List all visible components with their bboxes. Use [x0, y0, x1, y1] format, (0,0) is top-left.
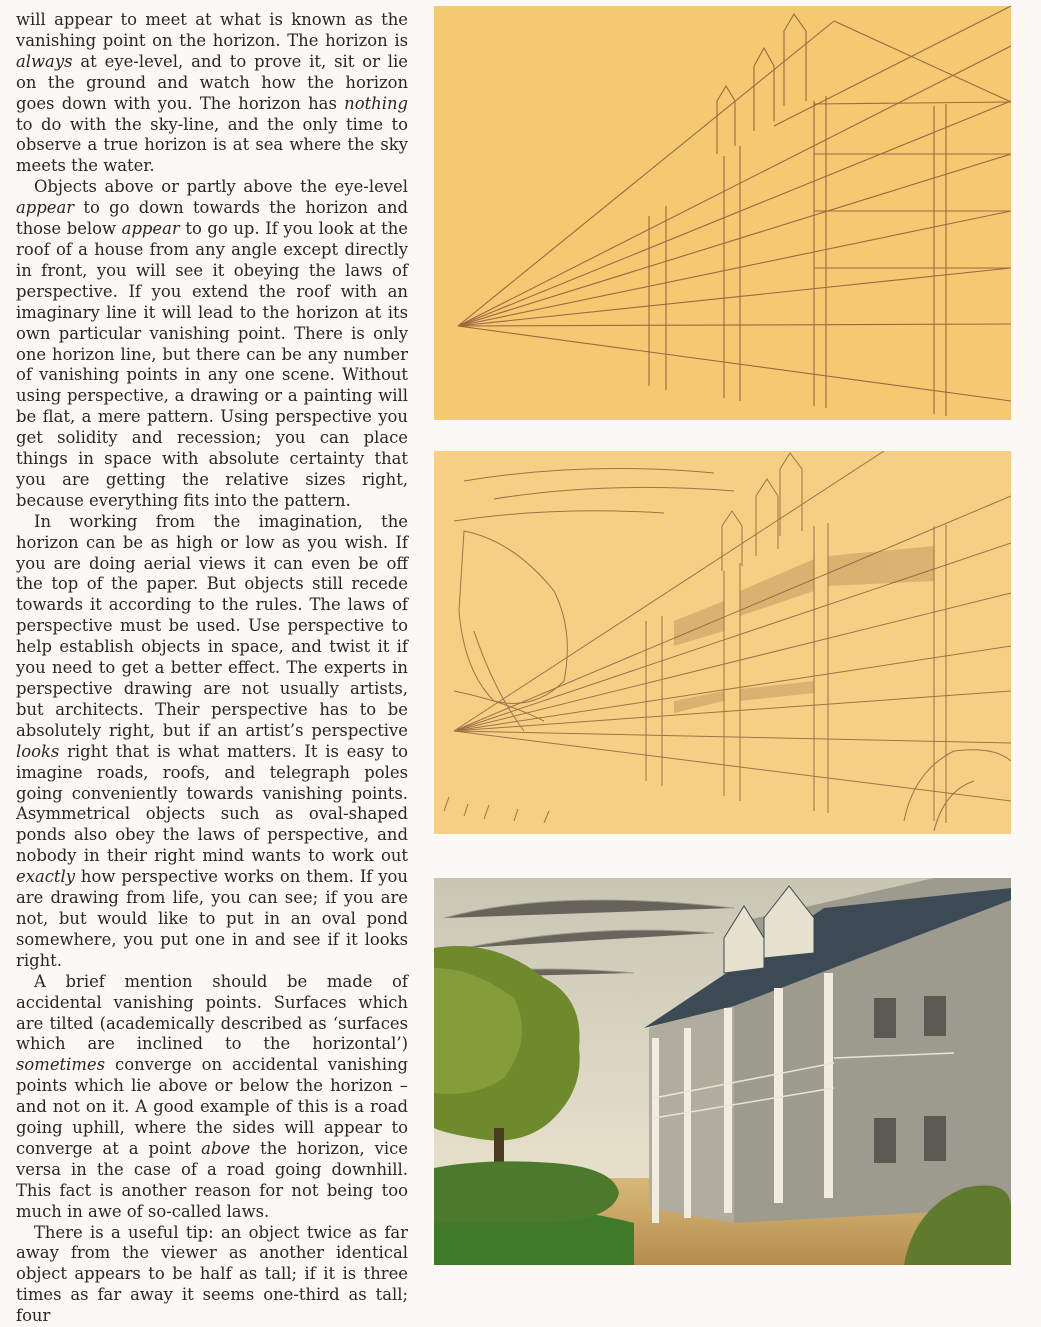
emphasis-text: sometimes [16, 1055, 106, 1075]
figure-colour-painting [434, 878, 1011, 1265]
sketch-drawing [434, 451, 1011, 834]
body-paragraph [16, 1223, 408, 1327]
emphasis-text: looks [16, 741, 60, 761]
body-paragraph [16, 177, 408, 512]
paragraph-text: to go up. If you look at the roof of a house from any angle except directly in front, you will see it obeying the laws of perspective. If you extend the roof with an imaginary line it will lead to the horizon at its own particular vanishing point. There is only one horizon line, but there can be any number of vanishing points in any one scene. Without using perspective, a drawing or a painting will be flat, a mere pattern. Using perspective you get solidity and recession; you can place things in space with absolute certainty that you are getting the relative sizes right, because everything fits into the pattern. [16, 219, 409, 510]
construction-drawing [434, 6, 1011, 420]
paragraph-text: at eye-level, and to prove it, sit or lie on the ground and watch how the horizon goes down with you. The horizon has [16, 51, 408, 113]
paragraph-text: will appear to meet at what is known as the vanishing point on the horizon. The horizon is [16, 10, 408, 50]
paragraph-text: right that is what matters. It is easy to imagine roads, roofs, and telegraph poles going conveniently towards vanishing points. Asymmetrical objects such as oval-shaped ponds also obey the laws of perspective, and nobody in their right mind wants to work out [16, 741, 408, 866]
paragraph-text: how perspective works on them. If you are drawing from life, you can see; if you are not, but would like to put in an oval pond somewhere, you put one in and see if it looks right. [16, 867, 408, 970]
emphasis-text: appear [121, 219, 180, 239]
figure-pencil-sketch [434, 451, 1011, 834]
body-paragraph [16, 512, 408, 972]
paragraph-text: A brief mention should be made of accidental vanishing points. Surfaces which are tilted (academically described as ‘surfaces which are inclined to the horizontal’) [16, 971, 408, 1054]
paragraph-text: to do with the sky-line, and the only time to observe a true horizon is at sea where the sky meets the water. [16, 114, 408, 176]
article-text-column [16, 10, 408, 1327]
emphasis-text: appear [16, 198, 75, 218]
paragraph-text: There is a useful tip: an object twice as far away from the viewer as another identical object appears to be half as tall; if it is three times as far away it seems one-third as tall; four [16, 1222, 408, 1326]
painting [434, 878, 1011, 1265]
paragraph-text: In working from the imagination, the horizon can be as high or low as you wish. If you are doing aerial views it can even be off the top of the paper. But objects still recede towards it according to the rules. The laws of perspective must be used. Use perspective to help establish objects in space, and twist it if you need to get a better effect. The experts in perspective drawing are not usually artists, but architects. Their perspective has to be absolutely right, but if an artist’s perspective [16, 511, 408, 740]
paragraph-text: to go down towards the horizon and those below [16, 198, 408, 239]
body-paragraph [16, 10, 408, 177]
body-paragraph [16, 972, 408, 1223]
emphasis-text: always [16, 51, 73, 71]
emphasis-text: above [201, 1138, 251, 1158]
paragraph-text: the horizon, vice versa in the case of a road going downhill. This fact is another reason for not being too much in awe of so-called laws. [16, 1138, 408, 1221]
emphasis-text: exactly [16, 867, 75, 887]
paragraph-text: converge on accidental vanishing points which lie above or below the horizon – and not on it. A good example of this is a road going uphill, where the sides will appear to converge at a point [16, 1055, 408, 1158]
paragraph-text: Objects above or partly above the eye-level [34, 177, 408, 197]
emphasis-text: nothing [344, 93, 408, 113]
figure-perspective-construction [434, 6, 1011, 420]
